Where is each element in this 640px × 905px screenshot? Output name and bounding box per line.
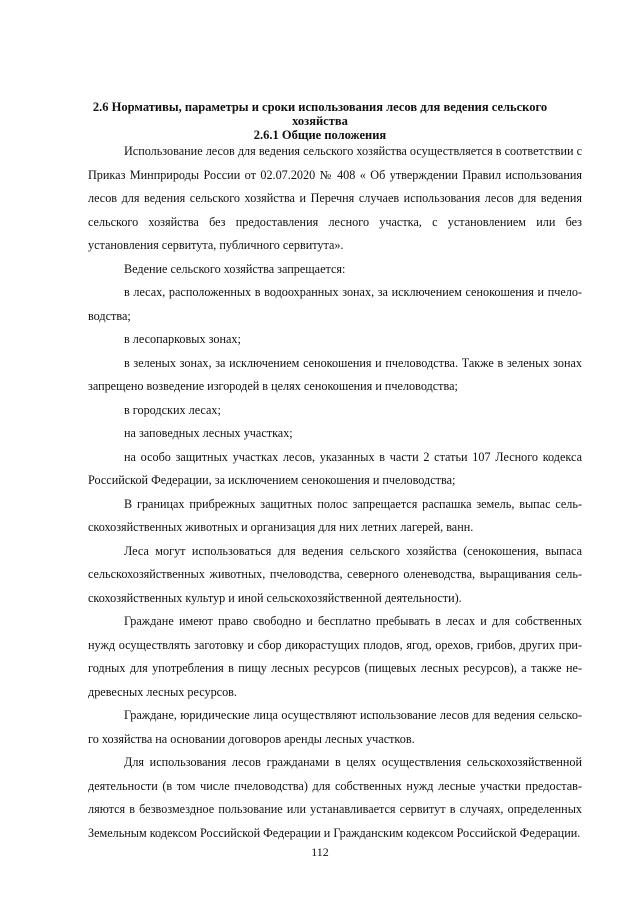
paragraph: в лесах, расположенных в водоохранных зонах, за исключением сенокошения и пчеловодства;: [88, 285, 582, 323]
paragraph: В границах прибрежных защитных полос запрещается распашка земель, выпас сельскохозяйственных животных и организация для них летних лагерей, ванн.: [88, 496, 582, 534]
paragraph: на особо защитных участках лесов, указанных в части 2 статьи 107 Лесного кодекса Российской Федерации, за исключением сенокошения и пчеловодства;: [88, 449, 582, 487]
paragraph: на заповедных лесных участках;: [124, 426, 293, 440]
paragraph: Ведение сельского хозяйства запрещается:: [124, 261, 346, 276]
paragraph: Использование лесов для ведения сельского хозяйства осуществляется в соответствии с Приказ Минприроды России от 02.07.2020 № 408 « Об утверждении Правил использования лесов для ведения сельского хозяйства и Перечня случаев использования лесов для ведения сельского хозяйства без предоставления лесного участка, с установлением или без установления сервитута, публичного сервитута».: [88, 144, 582, 252]
paragraph: в лесопарковых зонах;: [124, 332, 241, 346]
paragraph: Леса могут использоваться для ведения сельского хозяйства (сенокошения, выпаса сельскохозяйственных животных, пчеловодства, северного оленеводства, выращивания сельскохозяйственных культур и иной сельскохозяйственной деятельности).: [88, 543, 582, 605]
paragraph: Граждане имеют право свободно и бесплатно пребывать в лесах и для собственных нужд осуществлять заготовку и сбор дикорастущих плодов, ягод, орехов, грибов, других пригодных для употребления в пищу лесных ресурсов (пищевых лесных ресурсов), а также недревесных лесных ресурсов.: [88, 614, 582, 699]
paragraph: в городских лесах;: [124, 402, 221, 417]
page-number: 112: [311, 845, 329, 859]
paragraph: Граждане, юридические лица осуществляют использование лесов для ведения сельского хозяйства на основании договоров аренды лесных участков.: [88, 708, 582, 746]
body-text: [88, 140, 582, 845]
subsection-heading: 2.6.1 Общие положения: [253, 128, 387, 142]
section-heading: 2.6 Нормативы, параметры и сроки использования лесов для ведения сельского хозяйства: [92, 100, 548, 128]
paragraph: Для использования лесов гражданами в целях осуществления сельскохозяйственной деятельности (в том числе пчеловодства) для собственных нужд лесные участки предоставляются в безвозмездное пользование или устанавливается сервитут в случаях, определенных Земельным кодексом Российской Федерации и Гражданским кодексом Российской Федерации.: [88, 755, 582, 840]
paragraph: в зеленых зонах, за исключением сенокошения и пчеловодства. Также в зеленых зонах запрещено возведение изгородей в целях сенокошения и пчеловодства;: [88, 355, 582, 393]
